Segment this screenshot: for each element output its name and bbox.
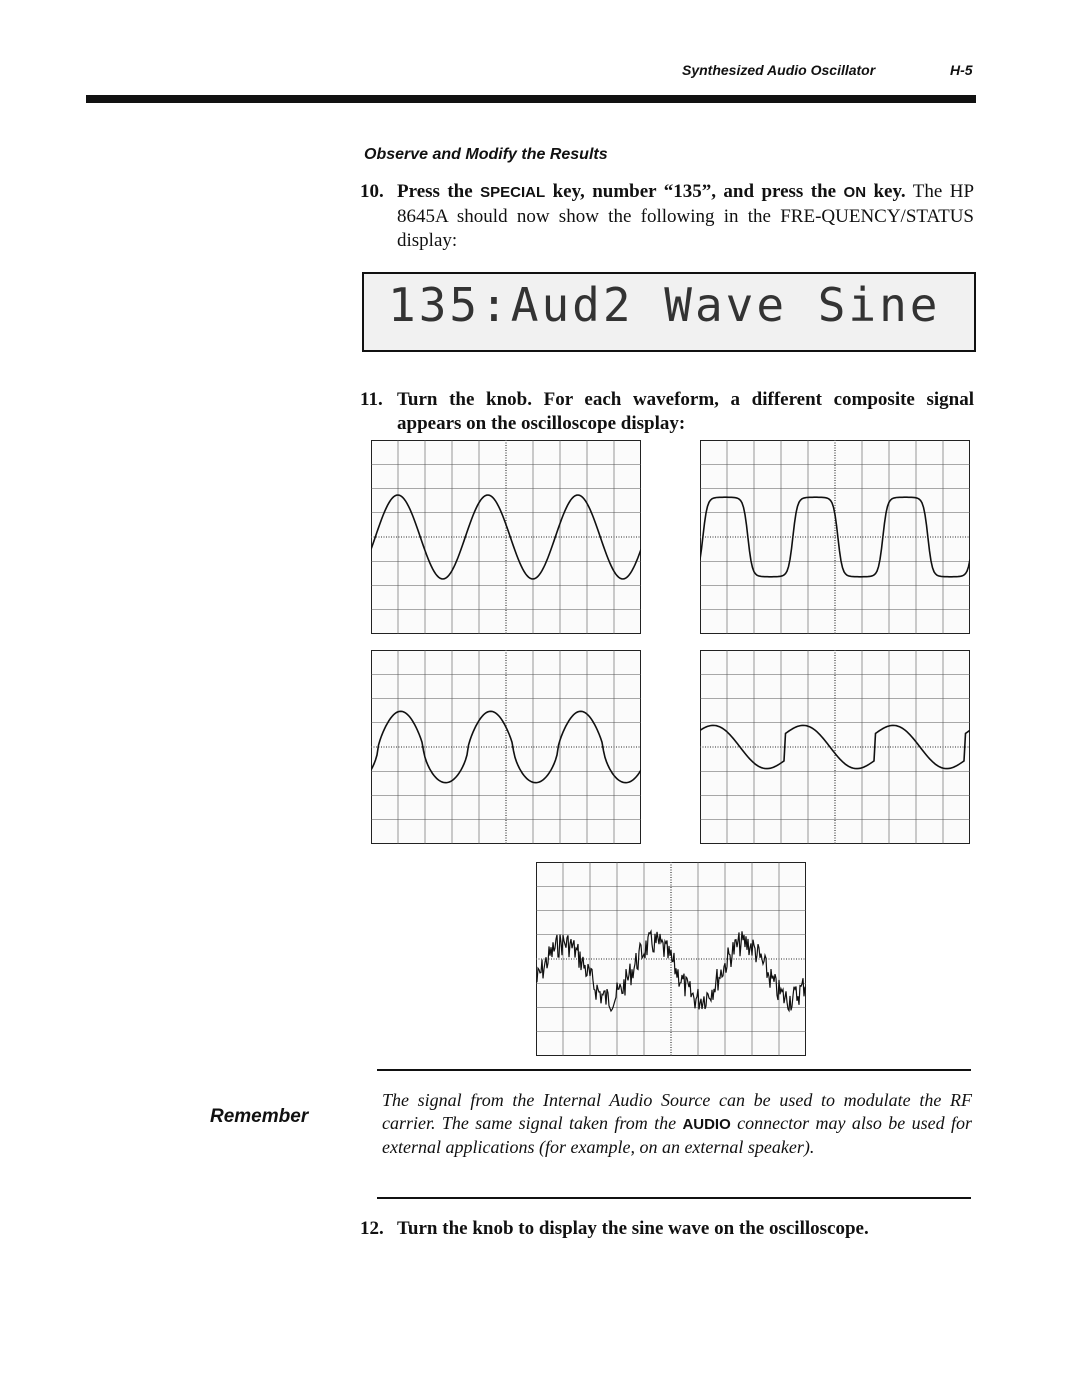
step-number: 11.	[360, 389, 383, 410]
audio-connector-label: AUDIO	[682, 1116, 731, 1133]
section-heading: Observe and Modify the Results	[364, 146, 608, 163]
header-rule	[86, 95, 976, 103]
running-title: Synthesized Audio Oscillator	[682, 62, 876, 78]
frequency-status-display	[362, 272, 976, 352]
on-key-label: ON	[843, 184, 867, 201]
scope-square	[700, 440, 970, 634]
remember-bottom-rule	[377, 1197, 971, 1199]
special-key-label: SPECIAL	[480, 184, 546, 201]
scope-sine	[371, 440, 641, 634]
step-text: Press the SPECIAL key, number “135”, and press the ON key. The HP 8645A should now show the following in the FRE-QUENCY/STATUS display:	[397, 181, 975, 251]
page-number: H-5	[950, 62, 973, 78]
scope-sawtooth	[700, 650, 970, 844]
step-number: 12.	[360, 1218, 384, 1239]
display-text: 135:Aud2 Wave Sine	[388, 278, 941, 332]
remember-label: Remember	[210, 1106, 309, 1127]
step-number: 10.	[360, 181, 384, 202]
scope-noisy-sine	[536, 862, 806, 1056]
remember-text: The signal from the Internal Audio Source can be used to modulate the RF carrier. The same signal taken from the AUDIO connector may also be used for external applications (for example, on an external speaker).	[382, 1090, 972, 1157]
step-text: Turn the knob to display the sine wave on the oscilloscope.	[397, 1218, 869, 1239]
step-text: Turn the knob. For each waveform, a different composite signal appears on the oscilloscope display:	[397, 389, 974, 434]
scope-rounded-pulse	[371, 650, 641, 844]
remember-top-rule	[377, 1069, 971, 1071]
running-header	[600, 60, 980, 84]
